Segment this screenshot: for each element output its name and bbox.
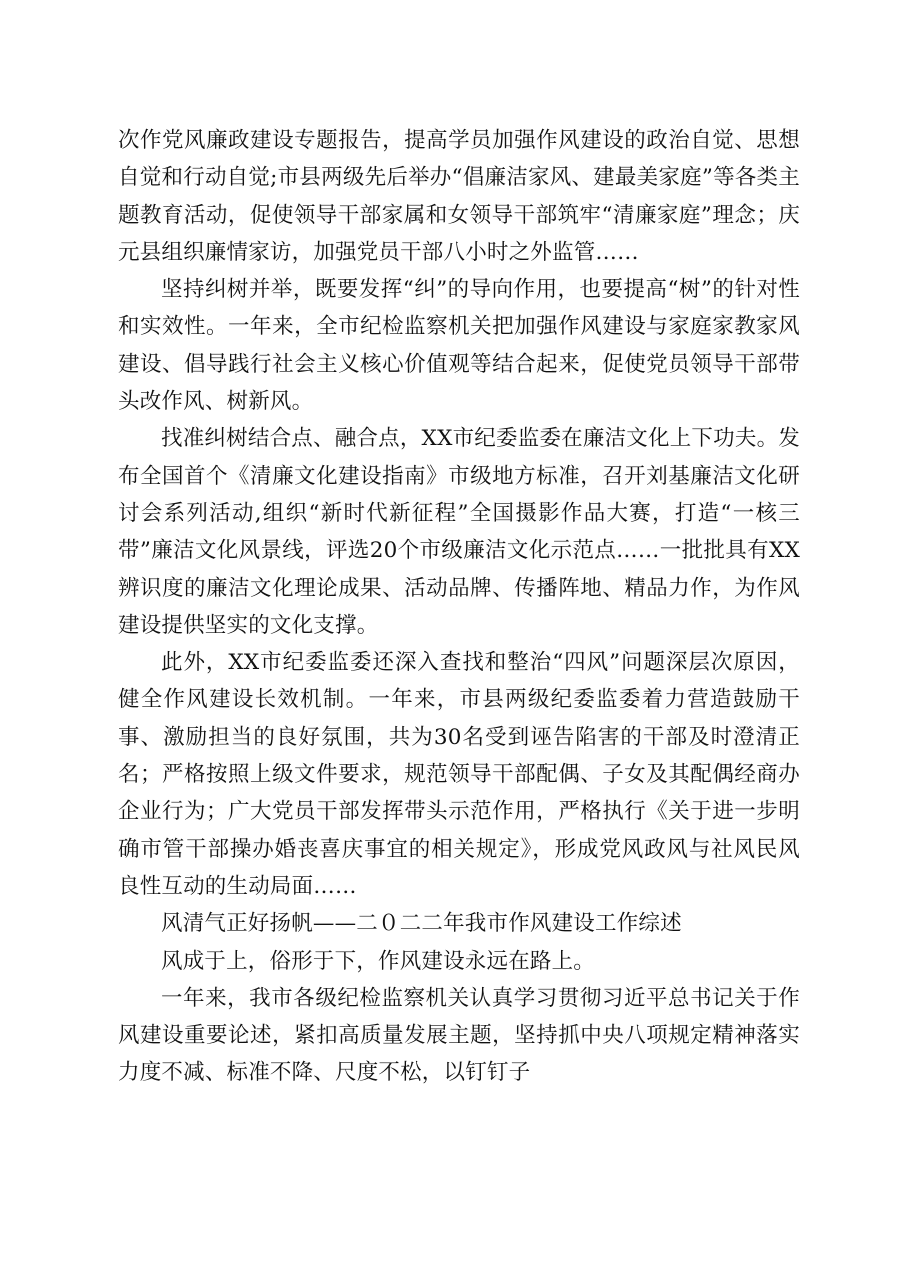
paragraph-6: 风成于上，俗形于下，作风建设永远在路上。: [161, 948, 596, 974]
paragraph-2: 坚持纠树并举，既要发挥“纠”的导向作用，也要提高“树”的针对性和实效性。一年来，全市纪检监察机关把加强作风建设与家庭家教家风建设、倡导践行社会主义核心价值观等结合起来，促使党员领导干部带头改作风、树新风。: [118, 277, 800, 415]
paragraph-3: 找准纠树结合点、融合点，XX市纪委监委在廉洁文化上下功夫。发布全国首个《清廉文化建设指南》市级地方标准，召开刘基廉洁文化研讨会系列活动,组织“新时代新征程”全国摄影作品大赛，打造“一核三带”廉洁文化风景线，评选20个市级廉洁文化示范点……一批批具有XX辨识度的廉洁文化理论成果、活动品牌、传播阵地、精品力作，为作风建设提供坚实的文化支撑。: [118, 426, 800, 638]
document-body: [118, 122, 800, 1092]
article-title-line: 风清气正好扬帆——二０二二年我市作风建设工作综述: [161, 911, 682, 937]
paragraph-7: 一年来，我市各级纪检监察机关认真学习贯彻习近平总书记关于作风建设重要论述，紧扣高质量发展主题，坚持抓中央八项规定精神落实力度不减、标准不降、尺度不松，以钉钉子: [118, 985, 800, 1086]
paragraph-4: 此外，XX市纪委监委还深入查找和整治“四风”问题深层次原因，健全作风建设长效机制。一年来，市县两级纪委监委着力营造鼓励干事、激励担当的良好氛围，共为30名受到诬告陷害的干部及时澄清正名；严格按照上级文件要求，规范领导干部配偶、子女及其配偶经商办企业行为；广大党员干部发挥带头示范作用，严格执行《关于进一步明确市管干部操办婚丧喜庆事宜的相关规定》，形成党风政风与社风民风良性互动的生动局面……: [118, 650, 800, 899]
paragraph-1: 次作党风廉政建设专题报告，提高学员加强作风建设的政治自觉、思想自觉和行动自觉;市县两级先后举办“倡廉洁家风、建最美家庭”等各类主题教育活动，促使领导干部家属和女领导干部筑牢“清廉家庭”理念；庆元县组织廉情家访，加强党员干部八小时之外监管……: [118, 128, 800, 265]
